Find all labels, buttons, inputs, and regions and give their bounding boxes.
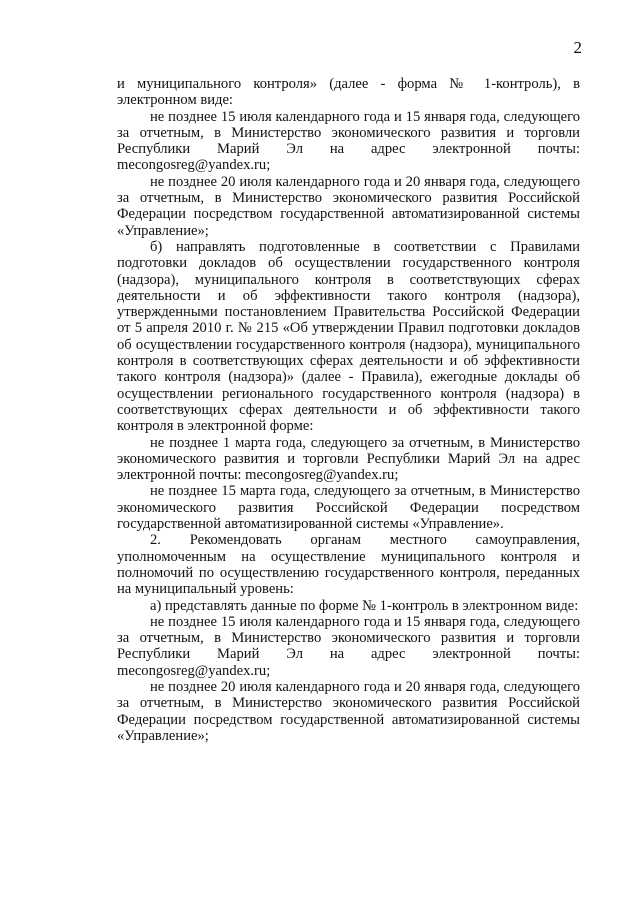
paragraph: не позднее 15 марта года, следующего за отчетным, в Министерство экономического развития Российской Федерации посредством государственной автоматизированной системы «Управление». — [117, 483, 580, 533]
paragraph: 2. Рекомендовать органам местного самоуправления, уполномоченным на осуществление муниципального контроля и полномочий по осуществлению государственного контроля, переданных на муниципальный уровень: — [117, 532, 580, 598]
paragraph: не позднее 20 июля календарного года и 20 января года, следующего за отчетным, в Министерство экономического развития Российской Федерации посредством государственной автоматизированной системы «Управление»; — [117, 678, 580, 744]
paragraph: не позднее 15 июля календарного года и 15 января года, следующего за отчетным, в Министерство экономического развития и торговли Республики Марий Эл на адрес электронной почты: mecongosreg@yandex.ru; — [117, 108, 580, 174]
paragraph: не позднее 1 марта года, следующего за отчетным, в Министерство экономического развития и торговли Республики Марий Эл на адрес электронной почты: mecongosreg@yandex.ru; — [117, 434, 580, 484]
page-number: 2 — [573, 38, 582, 57]
paragraph: не позднее 15 июля календарного года и 15 января года, следующего за отчетным, в Министерство экономического развития и торговли Республики Марий Эл на адрес электронной почты: mecongosreg@yandex.ru; — [117, 613, 580, 679]
paragraph: б) направлять подготовленные в соответствии с Правилами подготовки докладов об осуществлении государственного контроля (надзора), муниципального контроля в соответствующих сферах деятельности и об эффективности такого контроля (надзора), утвержденными постановлением Правительства Российской Федерации от 5 апреля 2010 г. № 215 «Об утверждении Правил подготовки докладов об осуществлении государственного контроля (надзора), муниципального контроля в соответствующих сферах деятельности и об эффективности такого контроля (надзора)» (далее - Правила), ежегодные доклады об осуществлении регионального государственного контроля (надзора) в соответствующих сферах деятельности и об эффективности такого контроля в электронной форме: — [117, 238, 580, 435]
paragraph: а) представлять данные по форме № 1-контроль в электронном виде: — [150, 597, 579, 614]
paragraph: и муниципального контроля» (далее - форма № 1-контроль), в электронном виде: — [117, 76, 580, 109]
paragraph: не позднее 20 июля календарного года и 20 января года, следующего за отчетным, в Министерство экономического развития Российской Федерации посредством государственной автоматизированной системы «Управление»; — [117, 173, 580, 239]
document-body — [117, 76, 580, 744]
